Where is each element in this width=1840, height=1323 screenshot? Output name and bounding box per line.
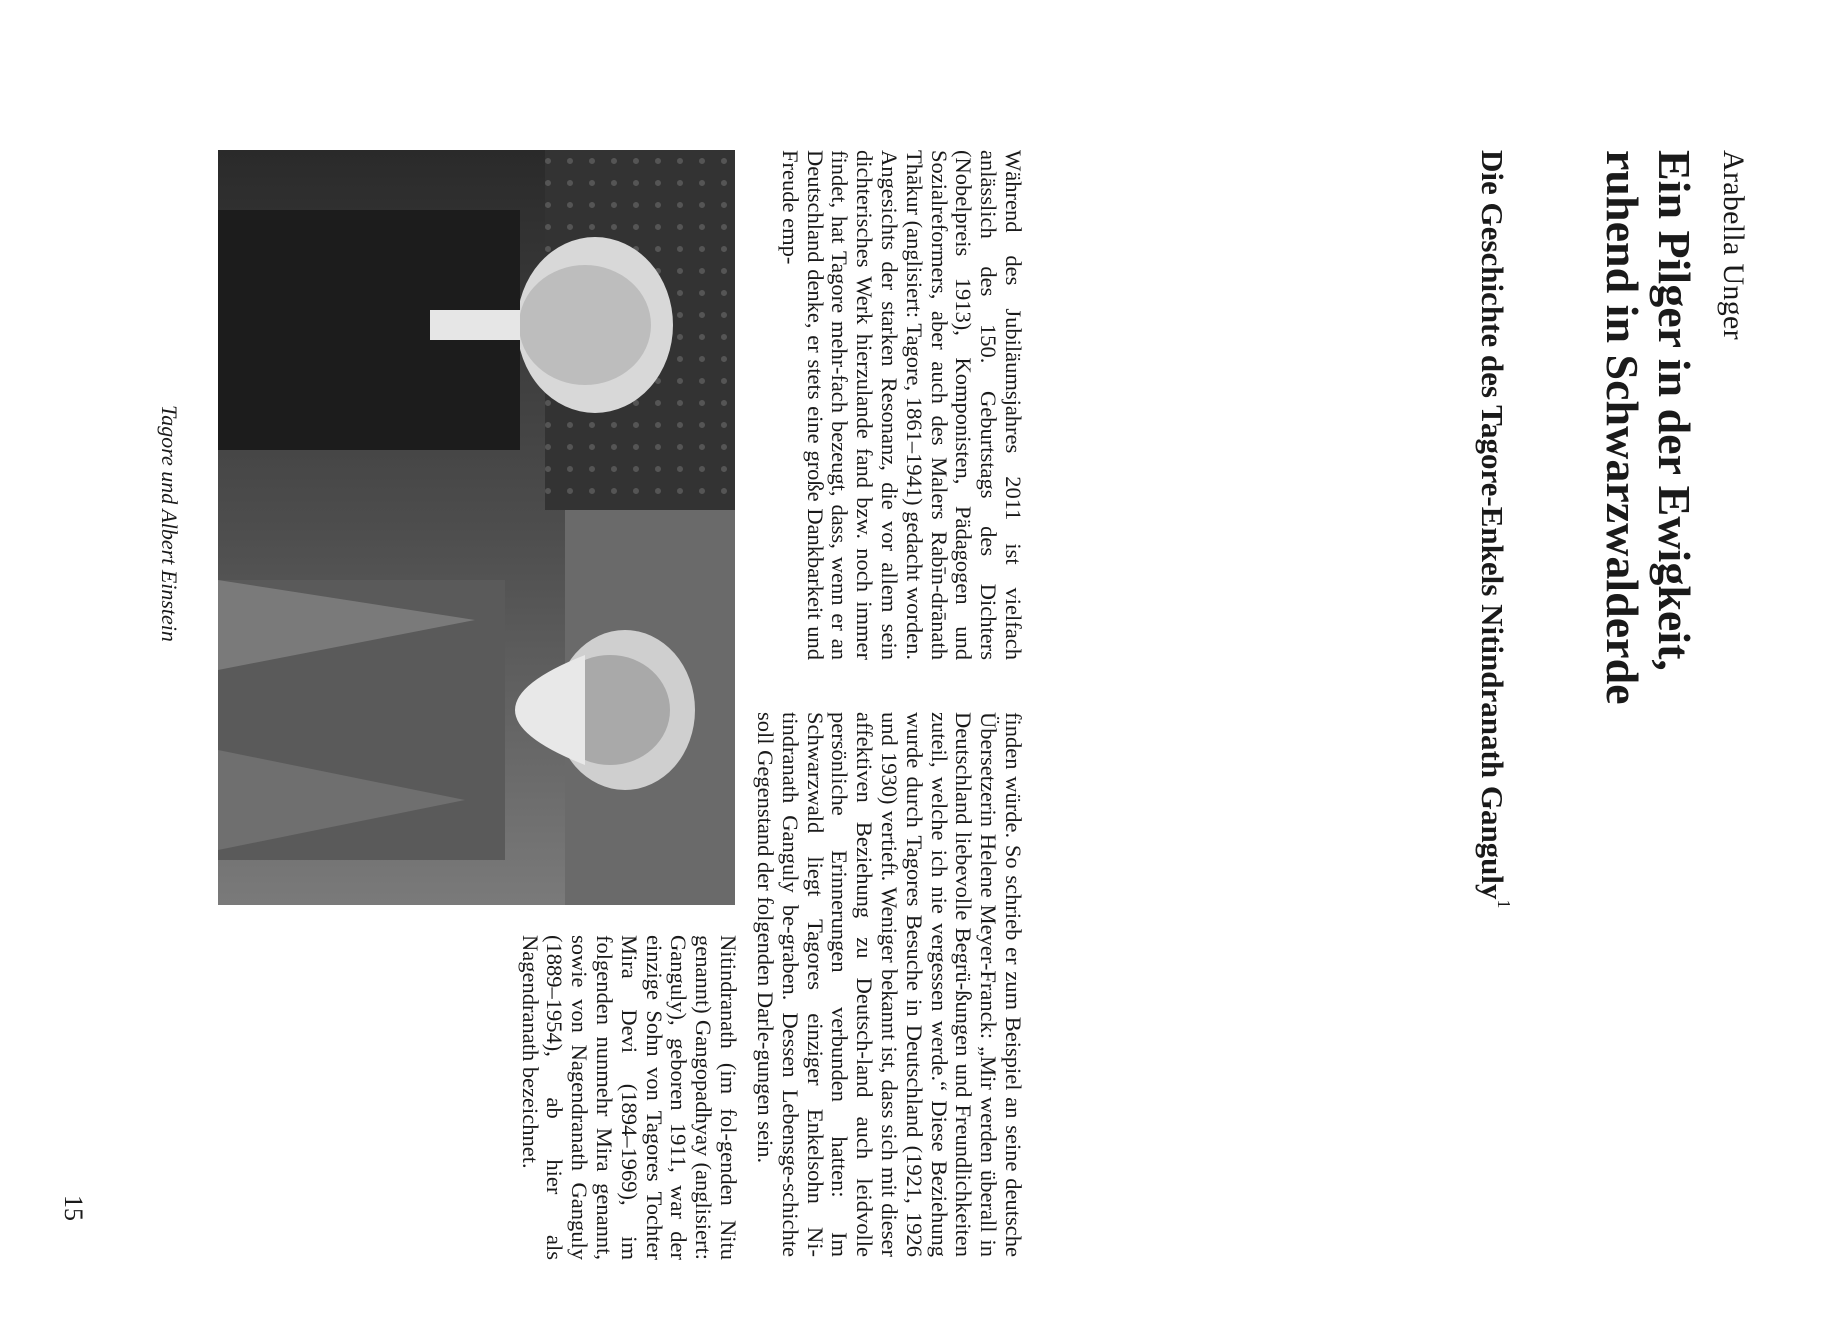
article-subtitle [1474,150,1514,1210]
photo-image-icon [218,150,735,905]
title-line-2: ruhend in Schwarzwalderde [1597,150,1648,705]
figure-caption: Tagore und Albert Einstein [157,405,182,642]
title-line-1: Ein Pilger in der Ewigkeit, [1649,150,1700,671]
paragraph-intro: Während des Jubiläumsjahres 2011 ist vielfach anlässlich des 150. Geburtstags des Dichters (Nobelpreis 1913), Komponisten, Pädagogen und Sozialreformers, aber auch des Malers Rabīn-drānath Thākur (anglisiert: Tagore, 1861–1941) gedacht worden. Angesichts der starken Resonanz, die vor allem sein dichterisches Werk hierzulande fand bzw. noch immer findet, hat Tagore mehr-fach bezeugt, dass, wenn er an Deutschland denke, er stets eine große Dankbarkeit und Freude emp- [777,150,1026,660]
page-number: 15 [59,1195,88,1221]
author-name: Arabella Unger [1717,150,1750,340]
subtitle-text: Die Geschichte des Tagore-Enkels Nitindranath Ganguly [1475,150,1510,900]
paragraph-continued: finden würde. So schrieb er zum Beispiel an seine deutsche Übersetzerin Helene Meyer-Franck: „Mir werden überall in Deutschland liebevolle Begrü-ßungen und Freundlichkeiten zuteil, welche ich nie vergessen werde.“ Diese Beziehung wurde durch Tagores Besuche in Deutschland (1921, 1926 und 1930) vertieft. Weniger bekannt ist, dass sich mit dieser affektiven Beziehung zu Deutsch-land auch leidvolle persönliche Erinnerungen verbunden hatten: Im Schwarzwald liegt Tagores einziger Enkelsohn Ni-tindranath Ganguly be-graben. Dessen Lebensge-schichte soll Gegenstand der folgenden Darle-gungen sein. [753,712,1026,1257]
paragraph-nitindranath: Nitindranath (im fol-genden Nitu genannt) Gangopadhyay (anglisiert: Ganguly), geboren 1911, war der einzige Sohn von Tagores Tochter Mira Devi (1894–1969), im folgenden nunmehr Mira genannt, sowie von Nagendranath Ganguly (1889–1954), ab hier als Nagendranath bezeichnet. [517,935,741,1260]
photo-tagore-einstein [218,150,735,905]
article-title [1596,150,1700,1050]
footnote-marker[interactable]: 1 [1494,899,1514,909]
